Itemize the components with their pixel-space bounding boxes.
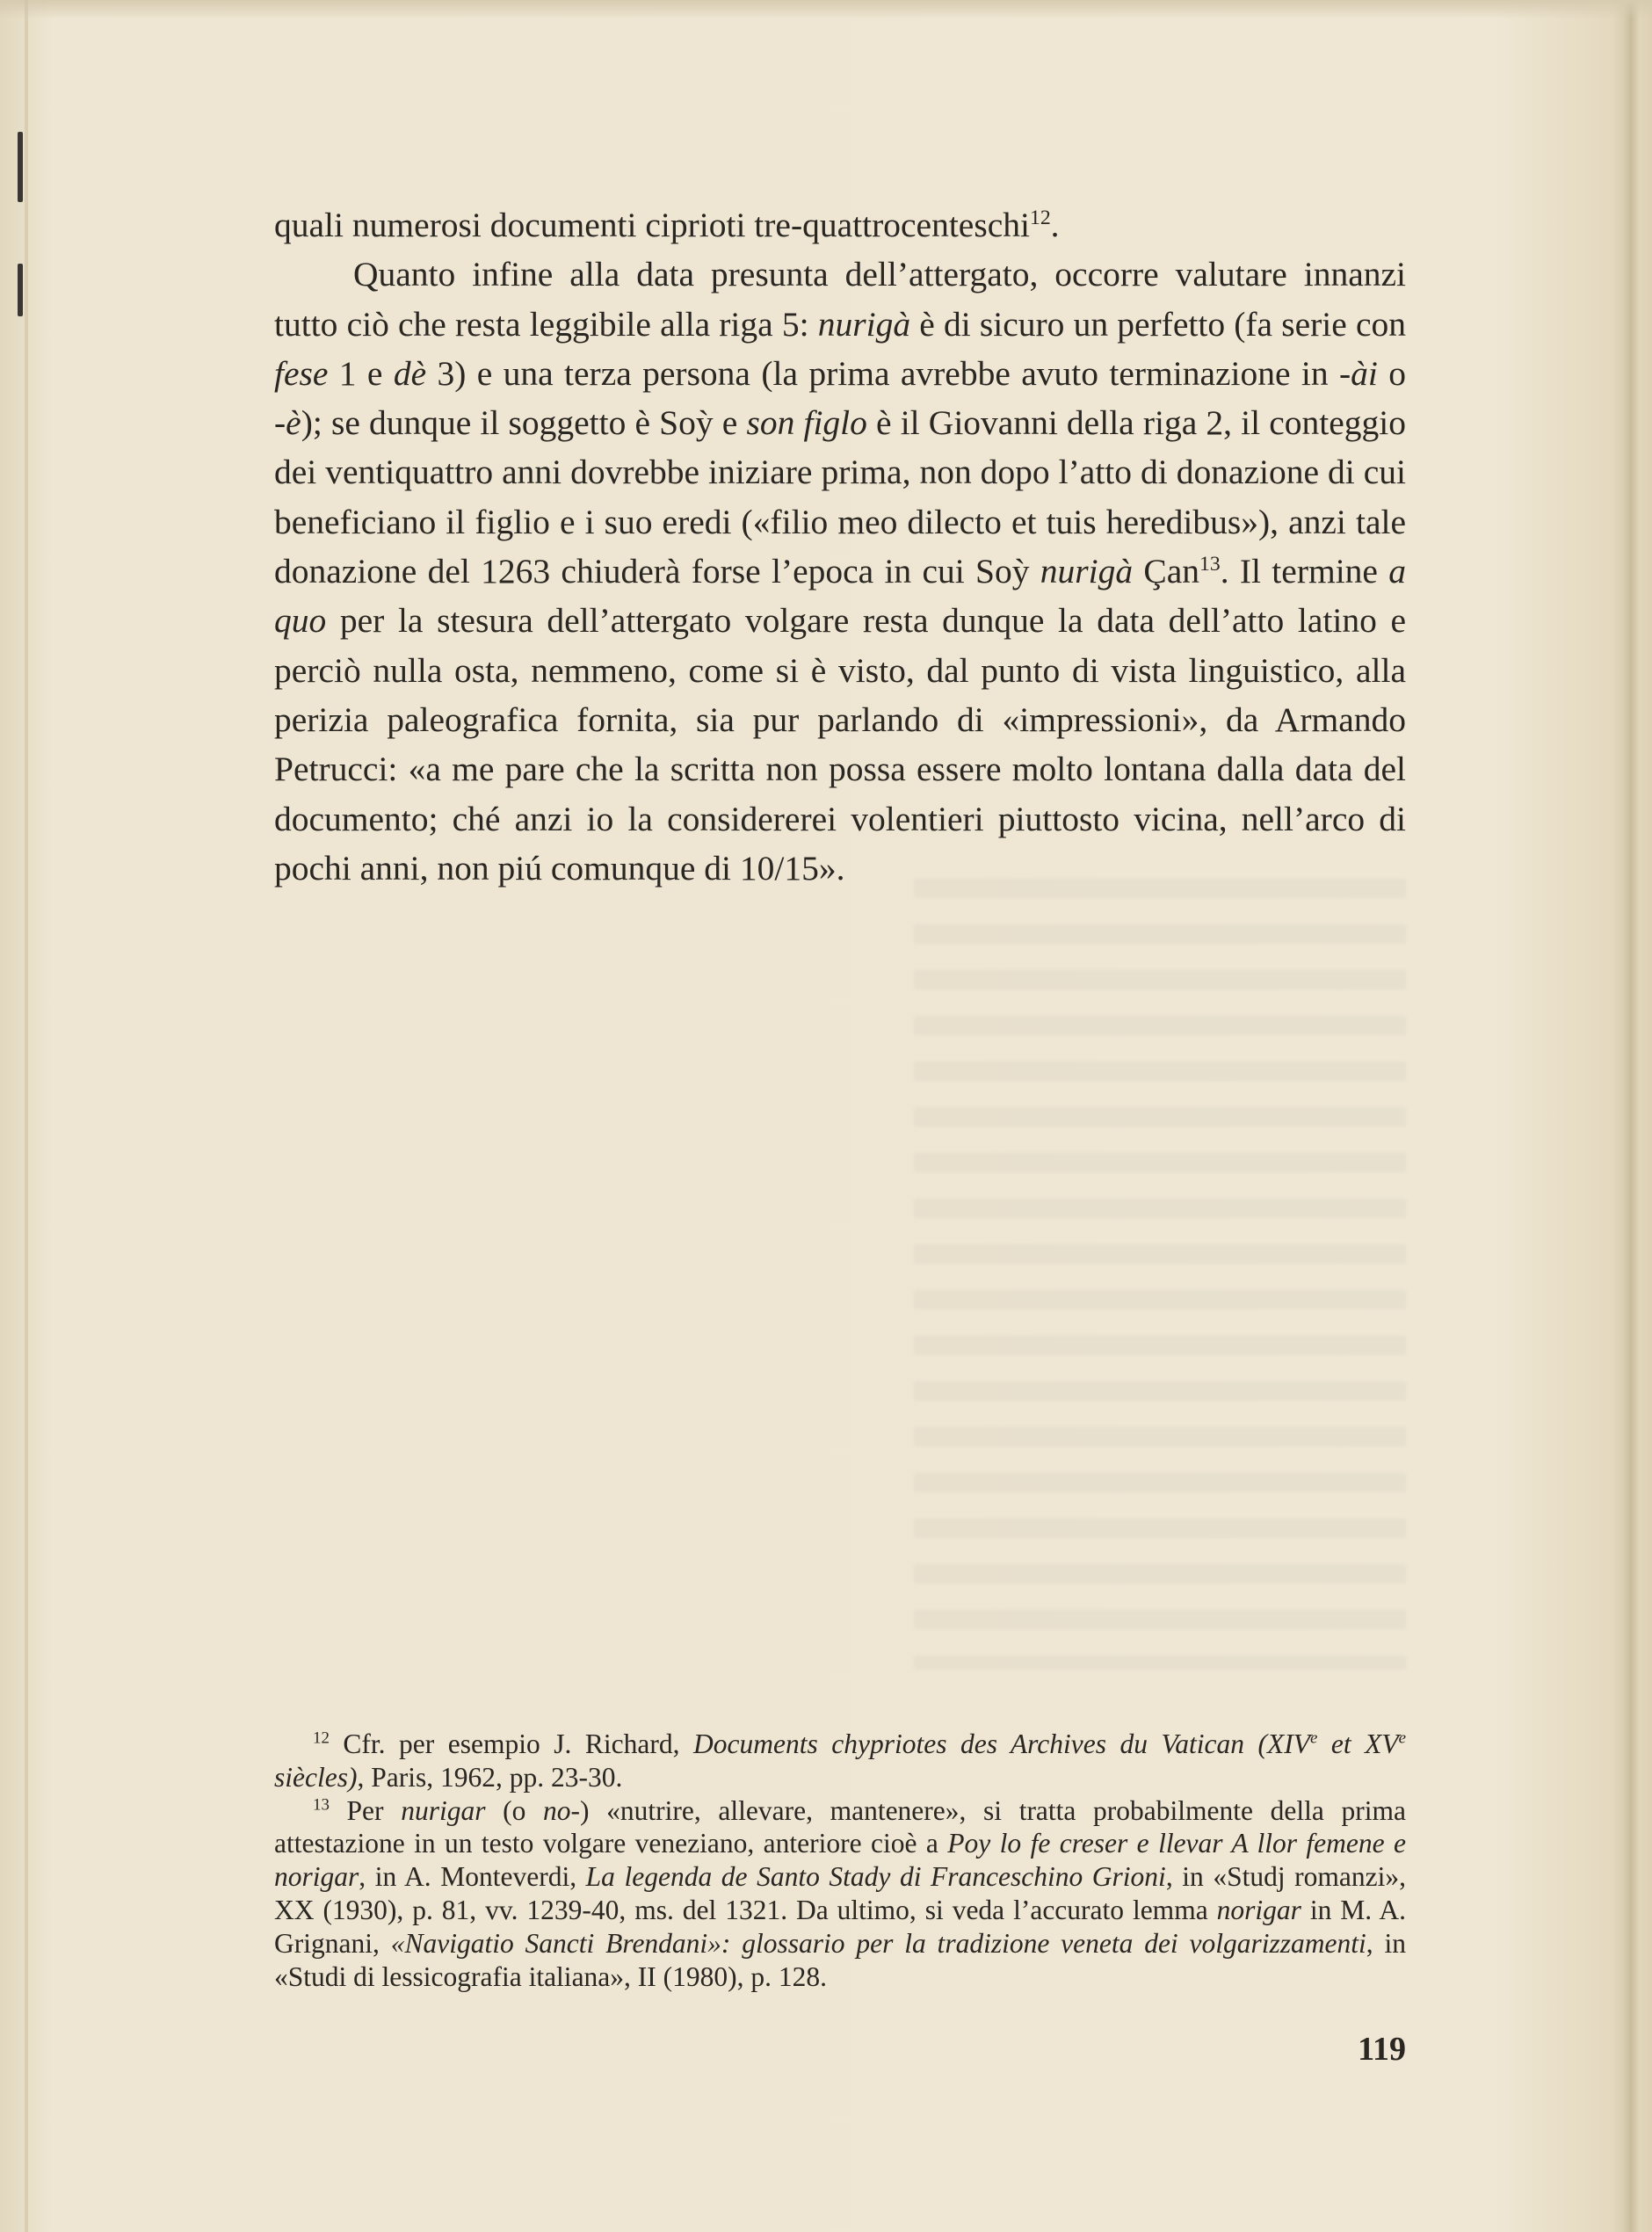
footnote-ref-13: 13	[1199, 552, 1221, 576]
footnote-13: $^{13}$ Per nurigar (o no-) «nutrire, allevare, mantenere», si tratta probabilmente della prima attestazione in un testo volgare veneziano, anteriore cioè a Poy lo fe creser e llevar A llor femene e norigar, in A. Monteverdi, La legenda de Santo Stady di Franceschino Grioni, in «Studj romanzi», XX (1930), p. 81, vv. 1239-40, ms. del 1321. Da ultimo, si veda l’accurato lemma norigar in M. A. Grignani, «Navigatio Sancti Brendani»: glossario per la tradizione veneta dei volgarizzamenti, in «Studi di lessicografia italiana», II (1980), p. 128.	[274, 1794, 1406, 1992]
page-top-shadow	[0, 0, 1652, 19]
show-through-text	[914, 879, 1406, 1670]
paragraph-2: Quanto infine alla data presunta dell’attergato, occorre valutare innanzi tutto ciò che resta leggibile alla riga 5: nurigà è di sicuro un perfetto (fa serie con fese 1 e dè 3) e una terza persona (la prima avrebbe avuto terminazione in -ài o -è); se dunque il soggetto è Soỳ e son figlo è il Giovanni della riga 2, il conteggio dei ventiquattro anni dovrebbe iniziare prima, non dopo l’atto di donazione di cui beneficiano il figlio e i suo eredi («filio meo dilecto et tuis heredibus»), anzi tale donazione del 1263 chiuderà forse l’epoca in cui Soỳ nurigà Çan$^{13}$. Il termine a quo per la stesura dell’attergato volgare resta dunque la data dell’atto latino e perciò nulla osta, nemmeno, come si è visto, dal punto di vista linguistico, alla perizia paleografica fornita, sia pur parlando di «impressioni», da Armando Petrucci: «a me pare che la scritta non possa essere molto lontana dalla data del documento; ché anzi io la considererei volentieri piuttosto vicina, nell’arco di pochi anni, non piú comunque di 10/15».	[274, 255, 1407, 888]
footnote-ref-12: 12	[1029, 206, 1051, 229]
footnotes	[274, 1728, 1406, 1993]
footnote-12: $^{12}$ Cfr. per esempio J. Richard, Documents chypriotes des Archives du Vatican (XIVe et XVe siècles), Paris, 1962, pp. 23-30.	[274, 1728, 1406, 1793]
margin-mark	[18, 264, 23, 316]
binding-edge	[25, 0, 28, 2232]
margin-mark	[18, 132, 23, 202]
paragraph-1: quali numerosi documenti ciprioti tre-quattrocenteschi$^{12}$.	[274, 206, 1060, 244]
page-number: 119	[1358, 2031, 1406, 2068]
main-text	[274, 200, 1406, 893]
